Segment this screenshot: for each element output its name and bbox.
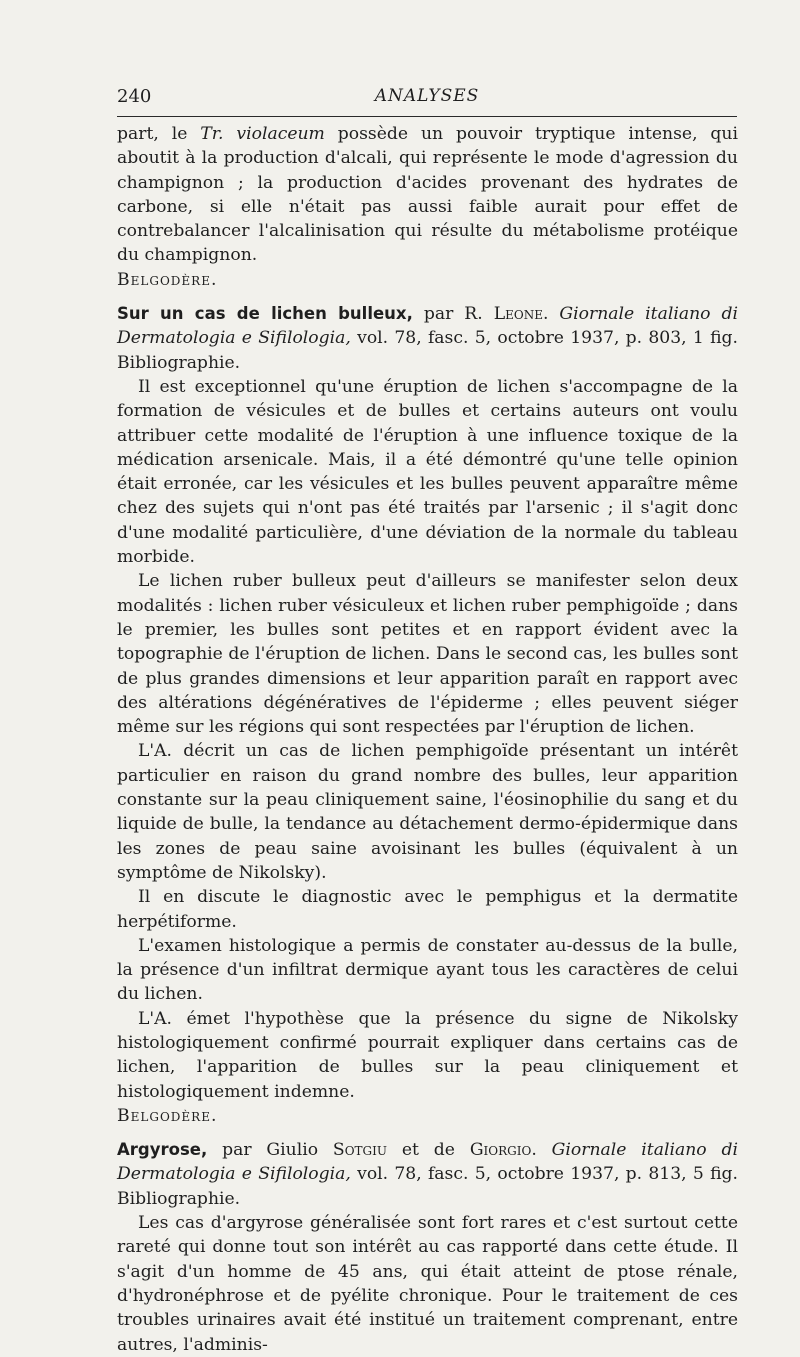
running-title: ANALYSES	[374, 86, 480, 106]
page-header	[117, 86, 737, 110]
reviewer-signature: Belgodère.	[117, 269, 218, 290]
paragraph-continuation	[117, 122, 738, 268]
journal-name: Giornale italiano di Dermatologia e Sifilologia,	[117, 304, 738, 349]
text-run: part, le	[117, 124, 201, 144]
citation-details: vol. 78, fasc. 5, octobre 1937, p. 803, 1 fig. Bibliographie.	[117, 328, 738, 373]
paragraph: Le lichen ruber bulleux peut d'ailleurs se manifester selon deux modalités : lichen ruber vésiculeux et lichen ruber pemphigoïde ; dans le premier, les bulles sont petites et en rapport évident avec la topographie de l'éruption de lichen. Dans le second cas, les bulles sont de plus grandes dimensions et leur apparition paraît en rapport avec des altérations dégénératives de l'épiderme ; elles peuvent siéger même sur les régions qui sont respectées par l'éruption de lichen.	[117, 571, 738, 738]
reviewer-signature: Belgodère.	[117, 1105, 218, 1126]
spacer	[117, 292, 738, 302]
header-rule	[117, 116, 737, 117]
article-title: Argyrose,	[117, 1140, 208, 1160]
page-number: 240	[117, 86, 152, 107]
author-name: Leone	[493, 304, 543, 325]
article-heading	[117, 302, 738, 375]
author-name: Giorgio	[469, 1140, 532, 1161]
article-title: Sur un cas de lichen bulleux,	[117, 304, 413, 324]
text-run: par R.	[412, 304, 494, 325]
paragraph: L'A. émet l'hypothèse que la présence du signe de Nikolsky histologiquement confirmé pourrait expliquer dans certains cas de lichen, l'apparition de bulles sur la peau cliniquement et histologiquement indemne.	[117, 1008, 738, 1102]
text-run: .	[542, 304, 560, 325]
text-run: et de	[386, 1140, 470, 1161]
citation-details: vol. 78, fasc. 5, octobre 1937, p. 813, 5 fig. Bibliographie.	[117, 1164, 738, 1209]
paragraph: Il est exceptionnel qu'une éruption de lichen s'accompagne de la formation de vésicules et de bulles et certains auteurs ont voulu attribuer cette modalité de l'éruption à une influence toxique de la médication arsenicale. Mais, il a été démontré qu'une telle opinion était erronée, car les vésicules et les bulles peuvent apparaître même chez des sujets qui n'ont pas été traités par l'arsenic ; il s'agit donc d'une modalité particulière, d'une déviation de la normale du tableau morbide.	[117, 376, 738, 568]
paragraph: L'A. décrit un cas de lichen pemphigoïde présentant un intérêt particulier en raison du grand nombre des bulles, leur apparition constante sur la peau cliniquement saine, l'éosinophilie du sang et du liquide de bulle, la tendance au détachement dermo-épidermique dans les zones de peau saine avoisinant les bulles (équivalent à un symptôme de Nikolsky).	[117, 741, 738, 883]
species-name: Tr. violaceum	[200, 124, 325, 144]
journal-name: Giornale italiano di Dermatologia e Sifilologia,	[117, 1140, 738, 1185]
author-name: Sotgiu	[332, 1140, 387, 1161]
paragraph: L'examen histologique a permis de constater au-dessus de la bulle, la présence d'un infiltrat dermique ayant tous les caractères de celui du lichen.	[117, 935, 738, 1005]
article-heading	[117, 1138, 738, 1211]
text-run: .	[531, 1140, 552, 1161]
text-run: possède un pouvoir tryptique intense, qui aboutit à la production d'alcali, qui représente le mode d'agression du champignon ; la production d'acides provenant des hydrates de carbone, si elle n'était pas aussi faible aurait pour effet de contrebalancer l'alcalinisation qui résulte du métabolisme protéique du champignon.	[117, 124, 738, 266]
paragraph: Les cas d'argyrose généralisée sont fort rares et c'est surtout cette rareté qui donne tout son intérêt au cas rapporté dans cette étude. Il s'agit d'un homme de 45 ans, qui était atteint de ptose rénale, d'hydronéphrose et de pyélite chronique. Pour le traitement de ces troubles urinaires avait été institué un traitement comprenant, entre autres, l'adminis-	[117, 1213, 738, 1355]
text-run: par Giulio	[207, 1140, 333, 1161]
page-body	[117, 122, 738, 1357]
spacer	[117, 1128, 738, 1138]
paragraph: Il en discute le diagnostic avec le pemphigus et la dermatite herpétiforme.	[117, 887, 738, 932]
